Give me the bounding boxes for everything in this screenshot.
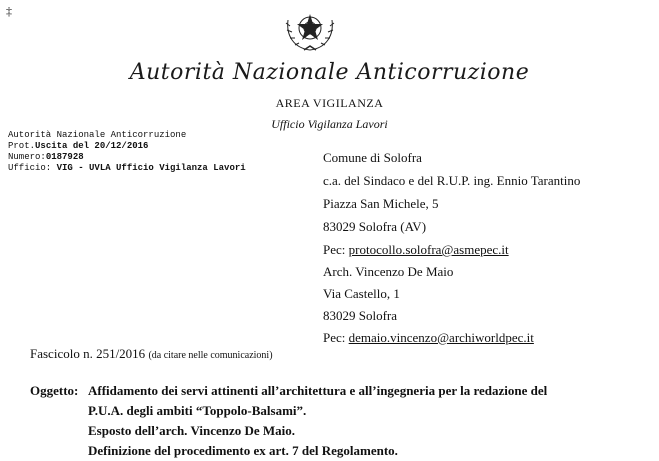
stamp-number-line	[8, 152, 246, 163]
file-reference	[30, 346, 273, 362]
recipient-city: 83029 Solofra (AV)	[323, 219, 427, 234]
stamp-office-line	[8, 163, 246, 174]
stamp-protocol-line	[8, 141, 246, 152]
authority-title: Autorità Nazionale Anticorruzione	[129, 60, 530, 85]
recipient-pec-link[interactable]: demaio.vincenzo@archiworldpec.it	[348, 330, 534, 345]
recipient-city: 83029 Solofra	[323, 308, 398, 323]
recipient-attn: c.a. del Sindaco e del R.U.P. ing. Ennio Tarantino	[323, 173, 581, 188]
recipient-pec-link[interactable]: protocollo.solofra@asmepec.it	[348, 242, 509, 257]
recipient-name: Comune di Solofra	[323, 150, 422, 165]
stamp-protocol-label: Prot.	[8, 141, 36, 151]
stamp-number-label: Numero:	[8, 152, 46, 162]
subject-line: Esposto dell’arch. Vincenzo De Maio.	[88, 423, 296, 438]
protocol-stamp	[8, 130, 246, 174]
recipient-street: Via Castello, 1	[323, 286, 400, 301]
italian-republic-emblem-icon	[280, 0, 340, 56]
file-reference-number: Fascicolo n. 251/2016	[30, 346, 146, 361]
subject-label: Oggetto:	[30, 383, 79, 398]
recipient-pec-label: Pec:	[323, 242, 349, 257]
recipient-address-block	[323, 261, 534, 349]
subject-line	[30, 381, 547, 401]
stamp-protocol-value: Uscita del 20/12/2016	[35, 141, 149, 151]
file-reference-note: (da citare nelle comunicazioni)	[148, 350, 273, 361]
stamp-authority: Autorità Nazionale Anticorruzione	[8, 130, 187, 140]
stamp-number-value: 0187928	[45, 152, 84, 162]
page-mark: ‡	[6, 4, 12, 18]
recipient-pec-label: Pec:	[323, 330, 349, 345]
recipient-pec-line	[323, 327, 534, 349]
recipient-address-block	[323, 146, 580, 261]
subject-line: P.U.A. degli ambiti “Toppolo-Balsami”.	[88, 403, 307, 418]
recipient-street: Piazza San Michele, 5	[323, 196, 439, 211]
subject-line: Definizione del procedimento ex art. 7 del Regolamento.	[88, 443, 398, 458]
stamp-office-value: VIG - UVLA Ufficio Vigilanza Lavori	[56, 163, 246, 173]
office-heading: Ufficio Vigilanza Lavori	[271, 117, 388, 131]
area-heading: AREA VIGILANZA	[275, 96, 384, 110]
stamp-office-label: Ufficio:	[8, 163, 57, 173]
subject-text: Affidamento dei servi attinenti all’architettura e all’ingegneria per la redazione del	[88, 383, 548, 398]
recipient-pec-line	[323, 238, 580, 261]
subject-block	[30, 381, 547, 461]
recipient-name: Arch. Vincenzo De Maio	[323, 264, 454, 279]
